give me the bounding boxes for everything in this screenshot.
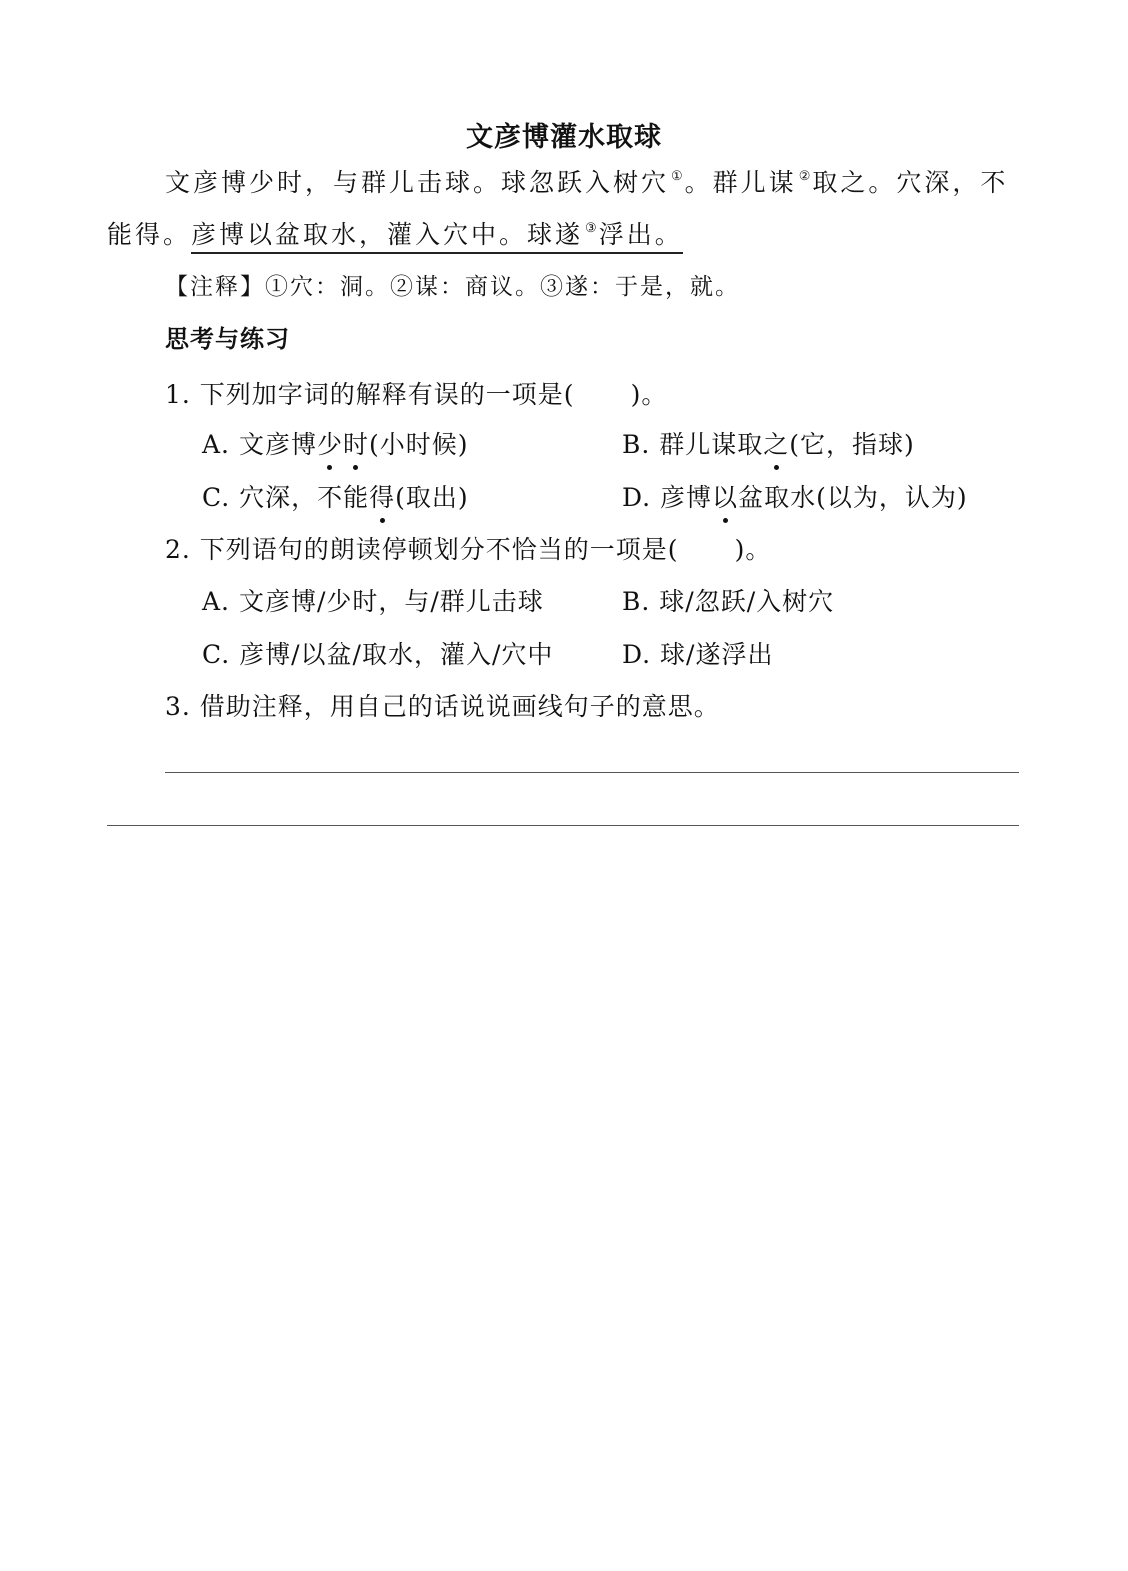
underlined-sentence <box>191 220 683 254</box>
footnote-marker: ② <box>798 169 811 184</box>
dotted-char: 少 <box>317 425 343 461</box>
passage-text: 文彦博少时，与群儿击球。球忽跃入树穴 <box>165 168 670 197</box>
footnote-marker: ① <box>671 169 683 184</box>
section-title: 思考与练习 <box>165 325 290 353</box>
divider-line <box>107 825 1019 826</box>
q2-option-a[interactable]: A. 文彦博/少时，与/群儿击球 <box>202 587 544 616</box>
option-text: (它，指球) <box>789 430 915 459</box>
option-text: (小时候) <box>368 430 469 459</box>
dotted-char: 时 <box>343 425 369 461</box>
page-title: 文彦博灌水取球 <box>466 122 662 153</box>
q2-option-c[interactable]: C. 彦博/以盆/取水，灌入/穴中 <box>202 640 554 669</box>
underlined-text: 浮出。 <box>598 220 683 249</box>
option-text: (取出) <box>395 483 469 512</box>
question-3-stem: 3. 借助注释，用自己的话说说画线句子的意思。 <box>165 692 720 721</box>
passage-text: 能得。 <box>107 220 192 249</box>
question-1-stem <box>165 375 667 411</box>
q2-option-b[interactable]: B. 球/忽跃/入树穴 <box>622 587 835 616</box>
passage-line-1 <box>165 163 1008 199</box>
q1-option-d[interactable] <box>622 478 968 514</box>
q1-option-a[interactable] <box>202 425 469 461</box>
question-text: )。 <box>734 535 772 564</box>
question-text: 2. 下列语句的朗读停顿划分不恰当的一项是( <box>165 535 679 564</box>
footnote-marker: ③ <box>585 221 597 236</box>
question-2-stem <box>165 530 771 566</box>
question-text: 1. 下列加字词的解释有误的一项是( <box>165 380 575 409</box>
annotation-notes: 【注释】①穴：洞。②谋：商议。③遂：于是，就。 <box>165 274 740 300</box>
option-text: D. 彦博 <box>622 483 713 512</box>
q1-option-b[interactable] <box>622 425 915 461</box>
option-text: 盆取水(以为，认为) <box>738 483 968 512</box>
option-text: A. 文彦博 <box>202 430 317 459</box>
option-text: B. 群儿谋取 <box>622 430 764 459</box>
dotted-char: 得 <box>369 478 395 514</box>
passage-text: 。群儿谋 <box>684 168 797 197</box>
underlined-text: 彦博以盆取水，灌入穴中。球遂 <box>191 220 584 249</box>
answer-line[interactable] <box>165 772 1019 773</box>
option-text: C. 穴深，不能 <box>202 483 370 512</box>
q2-option-d[interactable]: D. 球/遂浮出 <box>622 640 774 669</box>
q1-option-c[interactable] <box>202 478 469 514</box>
question-text: )。 <box>630 380 668 409</box>
dotted-char: 以 <box>712 478 738 514</box>
passage-text: 取之。穴深，不 <box>812 168 1009 197</box>
dotted-char: 之 <box>763 425 789 461</box>
passage-line-2 <box>107 215 683 251</box>
